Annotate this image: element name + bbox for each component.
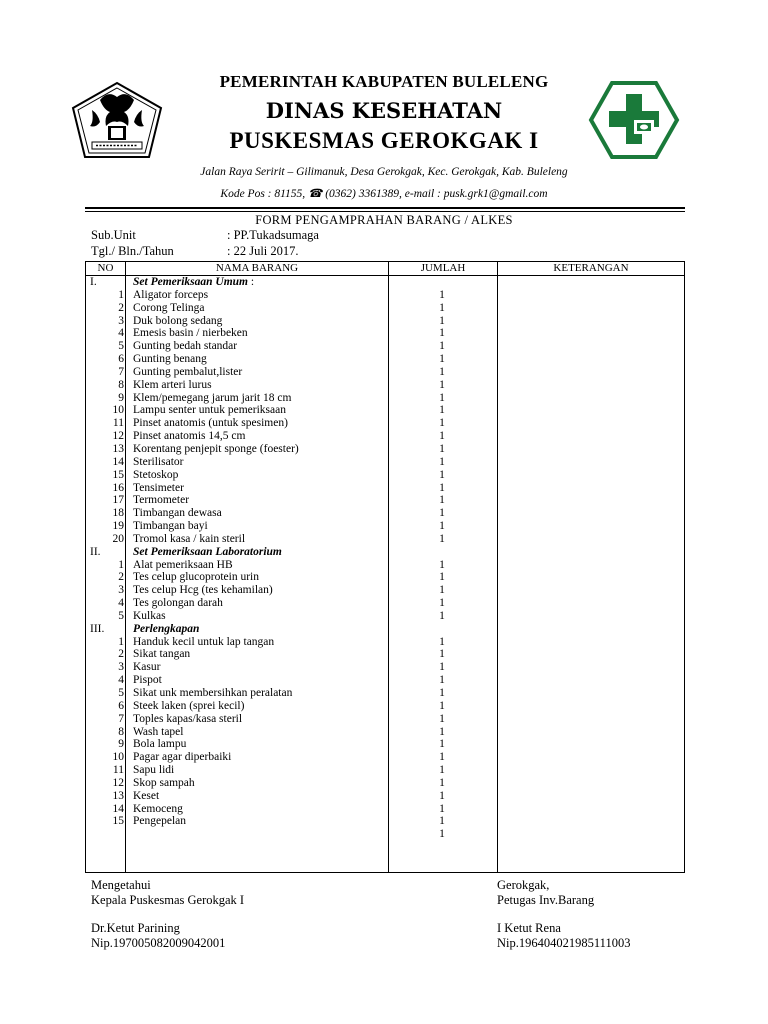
table-row [86, 533, 684, 546]
table-row [86, 764, 684, 777]
row-quantity: 1 [439, 494, 445, 507]
header-no: NO [97, 262, 114, 274]
table-body [86, 276, 684, 841]
row-item-name: Gunting pembalut,lister [133, 365, 243, 378]
row-number: 5 [118, 340, 124, 353]
table-row [86, 379, 684, 392]
sig-left-line1: Mengetahui [91, 878, 151, 892]
sig-left-line2: Kepala Puskesmas Gerokgak I [91, 893, 245, 907]
row-number: 11 [112, 417, 124, 430]
table-row [86, 430, 684, 443]
row-item-name: Duk bolong sedang [133, 314, 223, 327]
row-item-name: Kulkas [133, 609, 166, 622]
table-row [86, 636, 684, 649]
row-item-name: Toples kapas/kasa steril [133, 712, 243, 725]
row-quantity: 1 [439, 712, 445, 725]
row-number: II. [90, 545, 101, 558]
subunit-value: : PP.Tukadsumaga [227, 228, 319, 242]
row-quantity: 1 [439, 353, 445, 366]
header-department: DINAS KESEHATAN [265, 98, 503, 123]
table-row [86, 803, 684, 816]
section-title: Set Pemeriksaan Laboratorium [133, 545, 282, 558]
form-title: FORM PENGAMPRAHAN BARANG / ALKES [255, 213, 513, 227]
row-quantity: 1 [439, 776, 445, 789]
section-row [86, 546, 684, 559]
table-row [86, 327, 684, 340]
row-item-name: Pagar agar diperbaiki [133, 751, 232, 764]
row-number: 2 [118, 648, 124, 661]
header-divider-thick [85, 207, 685, 209]
row-item-name: Termometer [133, 494, 190, 507]
row-item-name: Keset [133, 789, 160, 802]
row-quantity: 1 [439, 584, 445, 597]
table-row [86, 661, 684, 674]
row-item-name: Gunting bedah standar [133, 340, 238, 353]
row-quantity: 1 [439, 597, 445, 610]
row-quantity: 1 [439, 391, 445, 404]
row-number: 15 [112, 815, 124, 828]
sig-right-name: I Ketut Rena [497, 921, 561, 935]
row-quantity: 1 [439, 558, 445, 571]
table-row [86, 713, 684, 726]
row-number: 3 [118, 314, 124, 327]
row-number: 19 [112, 520, 124, 533]
table-row [86, 687, 684, 700]
row-quantity: 1 [439, 404, 445, 417]
table-row [86, 482, 684, 495]
date-value: : 22 Juli 2017. [227, 244, 299, 258]
table-row [86, 494, 684, 507]
sig-left-nip: Nip.197005082009042001 [91, 936, 226, 950]
subunit-label: Sub.Unit [91, 228, 136, 242]
row-item-name: Sterilisator [133, 455, 184, 468]
table-row [86, 777, 684, 790]
row-item-name: Timbangan bayi [133, 520, 208, 533]
row-item-name: Bola lampu [133, 738, 187, 751]
row-number: 2 [118, 301, 124, 314]
row-item-name: Handuk kecil untuk lap tangan [133, 635, 275, 648]
row-number: 8 [118, 378, 124, 391]
header-note: KETERANGAN [553, 262, 629, 274]
table-row [86, 597, 684, 610]
header-qty: JUMLAH [420, 262, 466, 274]
sig-left-name: Dr.Ketut Parining [91, 921, 180, 935]
row-item-name: Pengepelan [133, 815, 187, 828]
row-item-name [133, 623, 199, 636]
table-row [86, 366, 684, 379]
row-number: 6 [118, 353, 124, 366]
row-quantity: 1 [439, 468, 445, 481]
row-item-name: Kasur [133, 661, 161, 674]
row-item-name: Sikat unk membersihkan peralatan [133, 687, 293, 699]
row-item-name: Tes golongan darah [133, 597, 223, 610]
row-quantity: 1 [439, 365, 445, 378]
row-item-name: Wash tapel [133, 725, 184, 738]
row-quantity: 1 [439, 725, 445, 738]
table-row [86, 404, 684, 417]
row-number: 3 [118, 661, 124, 674]
row-item-name: Pinset anatomis 14,5 cm [133, 430, 246, 443]
table-row [86, 469, 684, 482]
table-row [86, 726, 684, 739]
row-number: 12 [112, 776, 124, 789]
row-quantity: 1 [439, 430, 445, 443]
table-row [86, 584, 684, 597]
row-item-name: Emesis basin / nierbeken [133, 327, 248, 340]
section-row [86, 623, 684, 636]
row-number: 3 [118, 584, 124, 597]
row-item-name: Alat pemeriksaan HB [133, 558, 233, 571]
row-quantity: 1 [439, 301, 445, 314]
row-item-name: Tes celup glucoprotein urin [133, 571, 259, 584]
header-divider-thin [85, 211, 685, 212]
table-row [86, 507, 684, 520]
row-number: 14 [112, 802, 124, 815]
table-row [86, 353, 684, 366]
row-number: 4 [118, 327, 124, 340]
row-quantity: 1 [439, 378, 445, 391]
row-quantity: 1 [439, 751, 445, 764]
row-quantity: 1 [439, 455, 445, 468]
row-number: 14 [112, 455, 124, 468]
row-number: 1 [118, 635, 124, 648]
row-number: 5 [118, 609, 124, 622]
row-number: 2 [118, 571, 124, 584]
row-number: I. [90, 276, 97, 288]
row-quantity: 1 [439, 661, 445, 674]
sig-right-line2: Petugas Inv.Barang [497, 893, 595, 907]
table-row [86, 417, 684, 430]
row-number: 5 [118, 687, 124, 699]
row-number: 10 [112, 751, 124, 764]
row-number: 7 [118, 712, 124, 725]
row-quantity: 1 [439, 815, 445, 828]
row-number: 8 [118, 725, 124, 738]
table-row [86, 610, 684, 623]
row-number: 9 [118, 391, 124, 404]
row-number: 1 [118, 558, 124, 571]
table-row [86, 828, 684, 841]
section-title: Set Pemeriksaan Umum [133, 276, 249, 288]
row-number: 4 [118, 597, 124, 610]
row-quantity: 1 [439, 314, 445, 327]
row-number: 18 [112, 507, 124, 520]
row-item-name: Steek laken (sprei kecil) [133, 699, 245, 712]
row-item-name: Sikat tangan [133, 648, 191, 661]
row-quantity: 1 [439, 532, 445, 545]
row-item-name: Tensimeter [133, 481, 184, 494]
row-number: 20 [112, 532, 124, 545]
row-number: 15 [112, 468, 124, 481]
row-item-name: Corong Telinga [133, 301, 205, 314]
table-row [86, 790, 684, 803]
row-quantity: 1 [439, 571, 445, 584]
table-row [86, 738, 684, 751]
row-quantity: 1 [439, 789, 445, 802]
table-row [86, 289, 684, 302]
row-quantity: 1 [439, 288, 445, 301]
row-number: 17 [112, 494, 124, 507]
table-row [86, 571, 684, 584]
row-number: 13 [112, 442, 124, 455]
row-quantity: 1 [439, 802, 445, 815]
row-item-name: Korentang penjepit sponge (foester) [133, 442, 299, 455]
section-row [86, 276, 684, 289]
row-item-name: Aligator forceps [133, 288, 209, 301]
row-quantity: 1 [439, 828, 445, 841]
row-item-name [133, 276, 254, 289]
row-quantity: 1 [439, 609, 445, 622]
sig-right-line1: Gerokgak, [497, 878, 550, 892]
row-item-name: Klem/pemegang jarum jarit 18 cm [133, 391, 292, 404]
row-quantity: 1 [439, 648, 445, 661]
table-row [86, 392, 684, 405]
table-row [86, 648, 684, 661]
section-suffix: : [248, 276, 255, 288]
table-row [86, 559, 684, 572]
row-quantity: 1 [439, 442, 445, 455]
table-row [86, 520, 684, 533]
row-item-name: Pinset anatomis (untuk spesimen) [133, 417, 288, 430]
row-item-name: Sapu lidi [133, 764, 175, 777]
row-number: 1 [118, 288, 124, 301]
row-item-name: Skop sampah [133, 776, 195, 789]
row-quantity: 1 [439, 687, 445, 699]
row-quantity: 1 [439, 738, 445, 751]
row-number: 11 [112, 764, 124, 777]
row-item-name: Klem arteri lurus [133, 378, 212, 391]
header-puskesmas: PUSKESMAS GEROKGAK I [229, 128, 539, 153]
row-item-name: Tromol kasa / kain steril [133, 532, 246, 545]
row-number: III. [90, 622, 105, 635]
row-number: 13 [112, 789, 124, 802]
date-label: Tgl./ Bln./Tahun [91, 244, 174, 258]
row-item-name [133, 546, 282, 559]
row-number: 7 [118, 365, 124, 378]
row-number: 4 [118, 674, 124, 687]
row-quantity: 1 [439, 764, 445, 777]
row-item-name: Stetoskop [133, 468, 179, 481]
row-quantity: 1 [439, 635, 445, 648]
table-row [86, 340, 684, 353]
row-quantity: 1 [439, 507, 445, 520]
row-quantity: 1 [439, 674, 445, 687]
table-row [86, 751, 684, 764]
table-row [86, 443, 684, 456]
row-item-name: Lampu senter untuk pemeriksaan [133, 404, 286, 417]
row-item-name: Timbangan dewasa [133, 507, 222, 520]
sig-right-nip: Nip.196404021985111003 [497, 936, 631, 950]
row-item-name: Kemoceng [133, 802, 183, 815]
section-title: Perlengkapan [133, 622, 200, 635]
header-contact: Kode Pos : 81155, ☎ (0362) 3361389, e-mail : pusk.grk1@gmail.com [220, 188, 548, 200]
items-table [85, 261, 685, 873]
row-quantity: 1 [439, 417, 445, 430]
table-row [86, 315, 684, 328]
row-item-name: Pispot [133, 674, 162, 687]
table-row [86, 815, 684, 828]
row-number: 16 [112, 481, 124, 494]
table-row [86, 302, 684, 315]
row-number: 6 [118, 699, 124, 712]
row-quantity: 1 [439, 699, 445, 712]
row-item-name: Gunting benang [133, 353, 207, 366]
row-quantity: 1 [439, 481, 445, 494]
row-number: 9 [118, 738, 124, 751]
row-quantity: 1 [439, 520, 445, 533]
row-quantity: 1 [439, 340, 445, 353]
row-number: 12 [112, 430, 124, 443]
row-number: 10 [112, 404, 124, 417]
table-row [86, 700, 684, 713]
table-row [86, 456, 684, 469]
header-government: PEMERINTAH KABUPATEN BULELENG [219, 72, 549, 91]
row-item-name: Tes celup Hcg (tes kehamilan) [133, 584, 273, 597]
table-row [86, 674, 684, 687]
header-address: Jalan Raya Seririt – Gilimanuk, Desa Gerokgak, Kec. Gerokgak, Kab. Buleleng [200, 166, 568, 178]
row-quantity: 1 [439, 327, 445, 340]
header-name: NAMA BARANG [215, 262, 299, 274]
